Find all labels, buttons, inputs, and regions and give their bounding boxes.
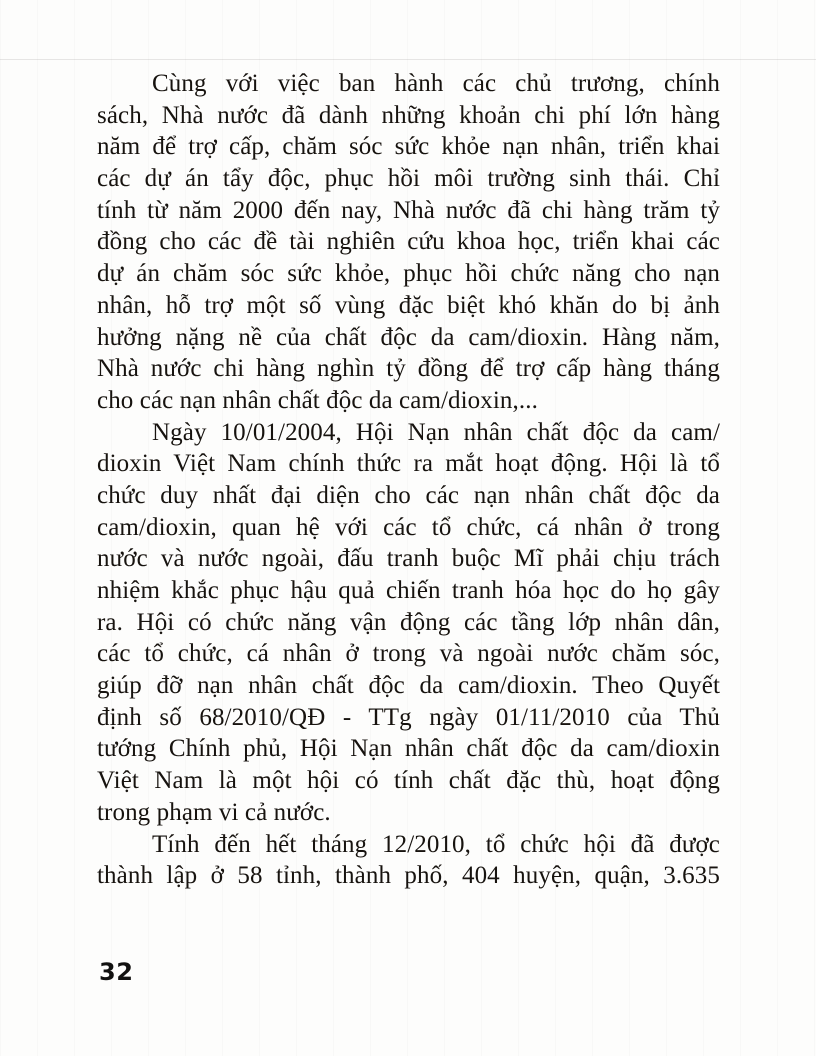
text-line: Nhà nước chi hàng nghìn tỷ đồng để trợ cấp hàng tháng bbox=[97, 355, 720, 383]
text-line: năm để trợ cấp, chăm sóc sức khỏe nạn nhân, triển khai bbox=[97, 133, 720, 161]
text-line: cam/dioxin, quan hệ với các tổ chức, cá nhân ở trong bbox=[97, 513, 720, 541]
page-number: 32 bbox=[99, 958, 134, 986]
text-line: giúp đỡ nạn nhân chất độc da cam/dioxin. Theo Quyết bbox=[97, 672, 720, 700]
text-line: thành lập ở 58 tỉnh, thành phố, 404 huyện, quận, 3.635 bbox=[97, 862, 720, 890]
text-line: các dự án tẩy độc, phục hồi môi trường sinh thái. Chỉ bbox=[97, 165, 720, 193]
text-line: các tổ chức, cá nhân ở trong và ngoài nước chăm sóc, bbox=[97, 640, 720, 668]
text-line: Việt Nam là một hội có tính chất đặc thù, hoạt động bbox=[97, 767, 720, 795]
text-line: trong phạm vi cả nước. bbox=[97, 798, 331, 826]
text-line: Cùng với việc ban hành các chủ trương, chính bbox=[152, 70, 720, 97]
paragraph bbox=[97, 417, 720, 829]
text-line: chức duy nhất đại diện cho các nạn nhân chất độc da bbox=[97, 481, 720, 509]
text-line: nước và nước ngoài, đấu tranh buộc Mĩ phải chịu trách bbox=[97, 545, 720, 573]
text-line: sách, Nhà nước đã dành những khoản chi phí lớn hàng bbox=[97, 101, 720, 129]
text-line: tính từ năm 2000 đến nay, Nhà nước đã chi hàng trăm tỷ bbox=[97, 196, 720, 224]
text-line: định số 68/2010/QĐ - TTg ngày 01/11/2010 của Thủ bbox=[97, 703, 720, 731]
text-line: hưởng nặng nề của chất độc da cam/dioxin. Hàng năm, bbox=[97, 323, 720, 351]
text-line: Ngày 10/01/2004, Hội Nạn nhân chất độc da cam/ bbox=[152, 418, 720, 446]
text-block bbox=[97, 68, 720, 892]
text-line: dự án chăm sóc sức khỏe, phục hồi chức năng cho nạn bbox=[97, 260, 720, 288]
text-line: đồng cho các đề tài nghiên cứu khoa học, triển khai các bbox=[97, 228, 720, 256]
scan-artifact-line bbox=[0, 59, 816, 60]
paragraph bbox=[97, 68, 720, 417]
text-line: dioxin Việt Nam chính thức ra mắt hoạt động. Hội là tổ bbox=[97, 450, 720, 478]
text-line: nhiệm khắc phục hậu quả chiến tranh hóa học do họ gây bbox=[97, 577, 720, 604]
text-line: Tính đến hết tháng 12/2010, tổ chức hội đã được bbox=[152, 830, 720, 858]
text-line: tướng Chính phủ, Hội Nạn nhân chất độc da cam/dioxin bbox=[97, 735, 720, 763]
text-line: ra. Hội có chức năng vận động các tầng lớp nhân dân, bbox=[97, 608, 720, 636]
text-line: nhân, hỗ trợ một số vùng đặc biệt khó khăn do bị ảnh bbox=[97, 291, 720, 319]
paragraph bbox=[97, 829, 720, 892]
text-line: cho các nạn nhân chất độc da cam/dioxin,... bbox=[97, 386, 538, 414]
